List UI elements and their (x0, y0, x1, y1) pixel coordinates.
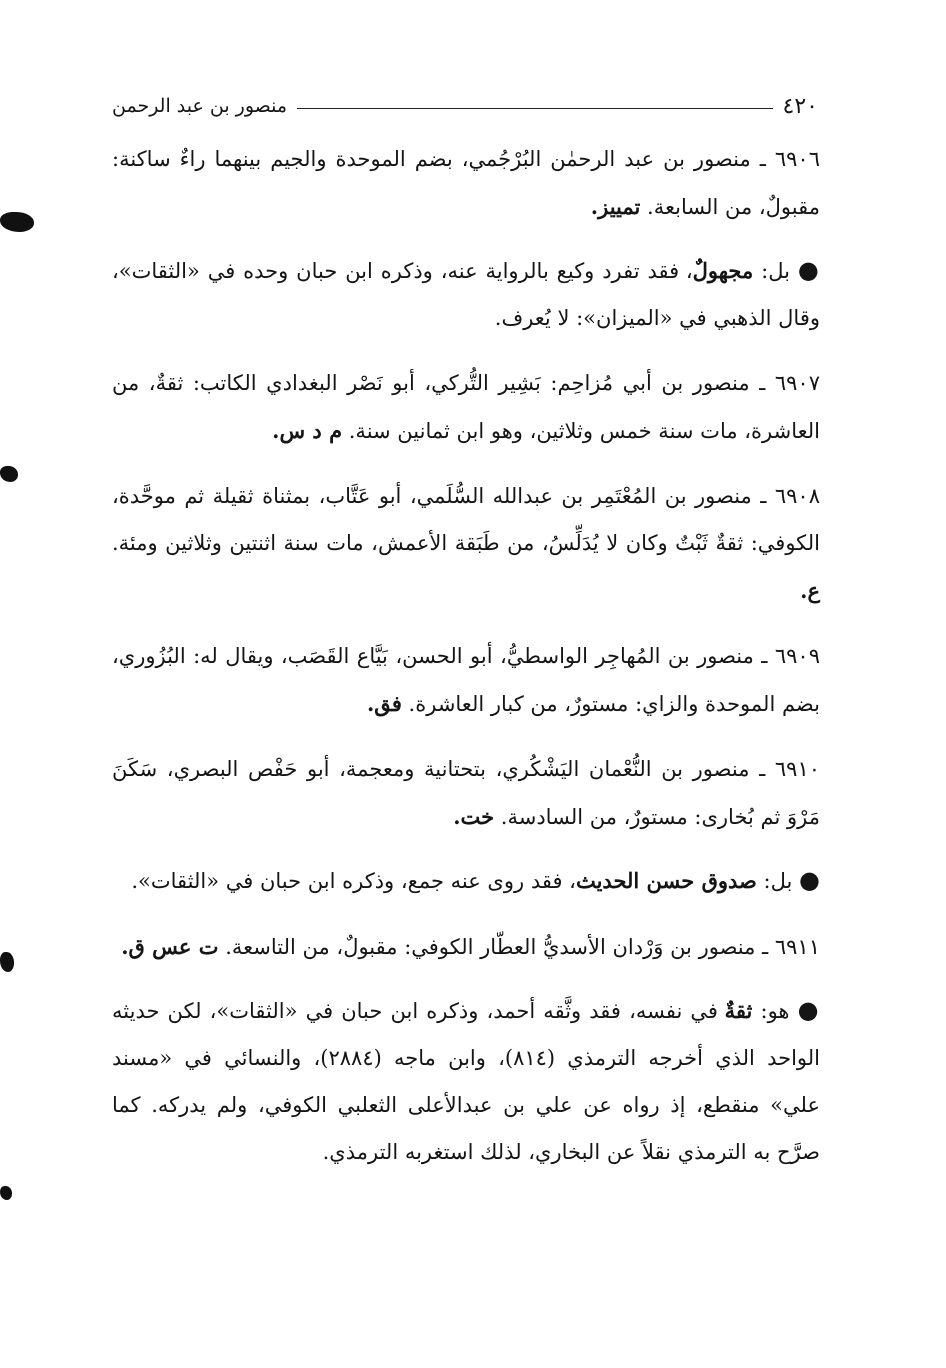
page-number: ٤٢٠ (782, 93, 818, 119)
entry-6909 (112, 633, 820, 728)
entry-6908 (112, 473, 820, 615)
entry-text: منصور بن المُعْتَمِر بن عبدالله السُّلَمي، أبو عَتَّاب، بمثناة ثقيلة ثم موحَّدة، الكوفي: ثقةٌ ثَبْتٌ وكان لا يُدَلِّسُ، من طَبَقة الأعمش، مات سنة اثنتين وثلاثين ومئة. (112, 484, 820, 555)
entry-tag: تمييز. (590, 194, 641, 219)
scan-mark (0, 1186, 12, 1200)
entry-text: منصور بن النُّعْمان اليَشْكُري، بتحتانية ومعجمة، أبو حَفْص البصري، سَكَنَ مَرْوَ ثم بُخارى: مستورٌ، من السادسة. (112, 757, 820, 829)
page-body (112, 136, 820, 1194)
entry-tag: خت. (453, 804, 495, 829)
note-text: ، فقد تفرد وكيع بالرواية عنه، وذكره ابن حبان وحده في «الثقات»، وقال الذهبي في «الميزان»: لا يُعرف. (112, 259, 820, 330)
entry-tag: فق. (367, 691, 402, 716)
entry-6910 (112, 746, 820, 841)
entry-number: ٦٩١١ ـ (762, 935, 820, 959)
scan-mark (0, 212, 34, 232)
entry-text: منصور بن وَرْدان الأسديُّ العطّار الكوفي: مقبولٌ، من التاسعة. (218, 935, 763, 959)
page-header (112, 92, 818, 120)
scan-mark (0, 952, 14, 972)
note-6911 (112, 987, 820, 1176)
entry-tag: ت عس ق. (121, 934, 219, 959)
entry-text: منصور بن أبي مُزاحِم: بَشِير التُّركي، أبو نَصْر البغدادي الكاتب: ثقةٌ، من العاشرة، مات سنة خمس وثلاثين، وهو ابن ثمانين سنة. (112, 371, 820, 443)
bullet-icon: ● (799, 866, 820, 894)
note-lead: بل: (753, 259, 798, 283)
entry-6907 (112, 360, 820, 455)
note-6910 (112, 857, 820, 905)
running-title: منصور بن عبد الرحمن (112, 95, 288, 117)
entry-number: ٦٩٠٦ ـ (759, 147, 820, 171)
bullet-icon: ● (797, 996, 820, 1024)
entry-number: ٦٩٠٨ ـ (760, 484, 820, 508)
note-text: ، فقد روى عنه جمع، وذكره ابن حبان في «الثقات». (131, 869, 576, 893)
note-lead: هو: (752, 999, 798, 1023)
entry-6906 (112, 136, 820, 231)
note-verdict: مجهولٌ (692, 258, 754, 283)
entry-number: ٦٩١٠ ـ (759, 757, 821, 781)
entry-text: منصور بن المُهاجِر الواسطيُّ، أبو الحسن، بَيَّاع القَصَب، ويقال له: البُزُوري، بضم الموحدة والزاي: مستورٌ، من كبار العاشرة. (112, 644, 820, 716)
note-lead: بل: (756, 869, 800, 893)
entry-number: ٦٩٠٩ ـ (761, 644, 820, 668)
note-verdict: ثقةٌ (724, 998, 753, 1023)
bullet-icon: ● (797, 256, 820, 284)
note-6906 (112, 247, 820, 342)
header-rule (297, 108, 773, 109)
note-text: في نفسه، فقد وثَّقه أحمد، وذكره ابن حبان في «الثقات»، لكن حديثه الواحد الذي أخرجه الترمذي (٨١٤)، وابن ماجه (٢٨٨٤)، والنسائي في «مسند علي» منقطع، إذ رواه عن علي بن عبدالأعلى الثعلبي الكوفي، ولم يدركه. كما صرَّح به الترمذي نقلاً عن البخاري، لذلك استغربه الترمذي. (112, 999, 821, 1164)
entry-tag: م د س. (272, 418, 343, 443)
entry-6911 (112, 923, 820, 971)
scan-mark (0, 466, 18, 482)
entry-tag: ع. (800, 578, 820, 603)
note-verdict: صدوق حسن الحديث (575, 868, 757, 893)
entry-number: ٦٩٠٧ ـ (759, 371, 820, 395)
entry-text: منصور بن عبد الرحمٰن البُرْجُمي، بضم الموحدة والجيم بينهما راءٌ ساكنة: مقبولٌ، من السابعة. (112, 147, 820, 219)
